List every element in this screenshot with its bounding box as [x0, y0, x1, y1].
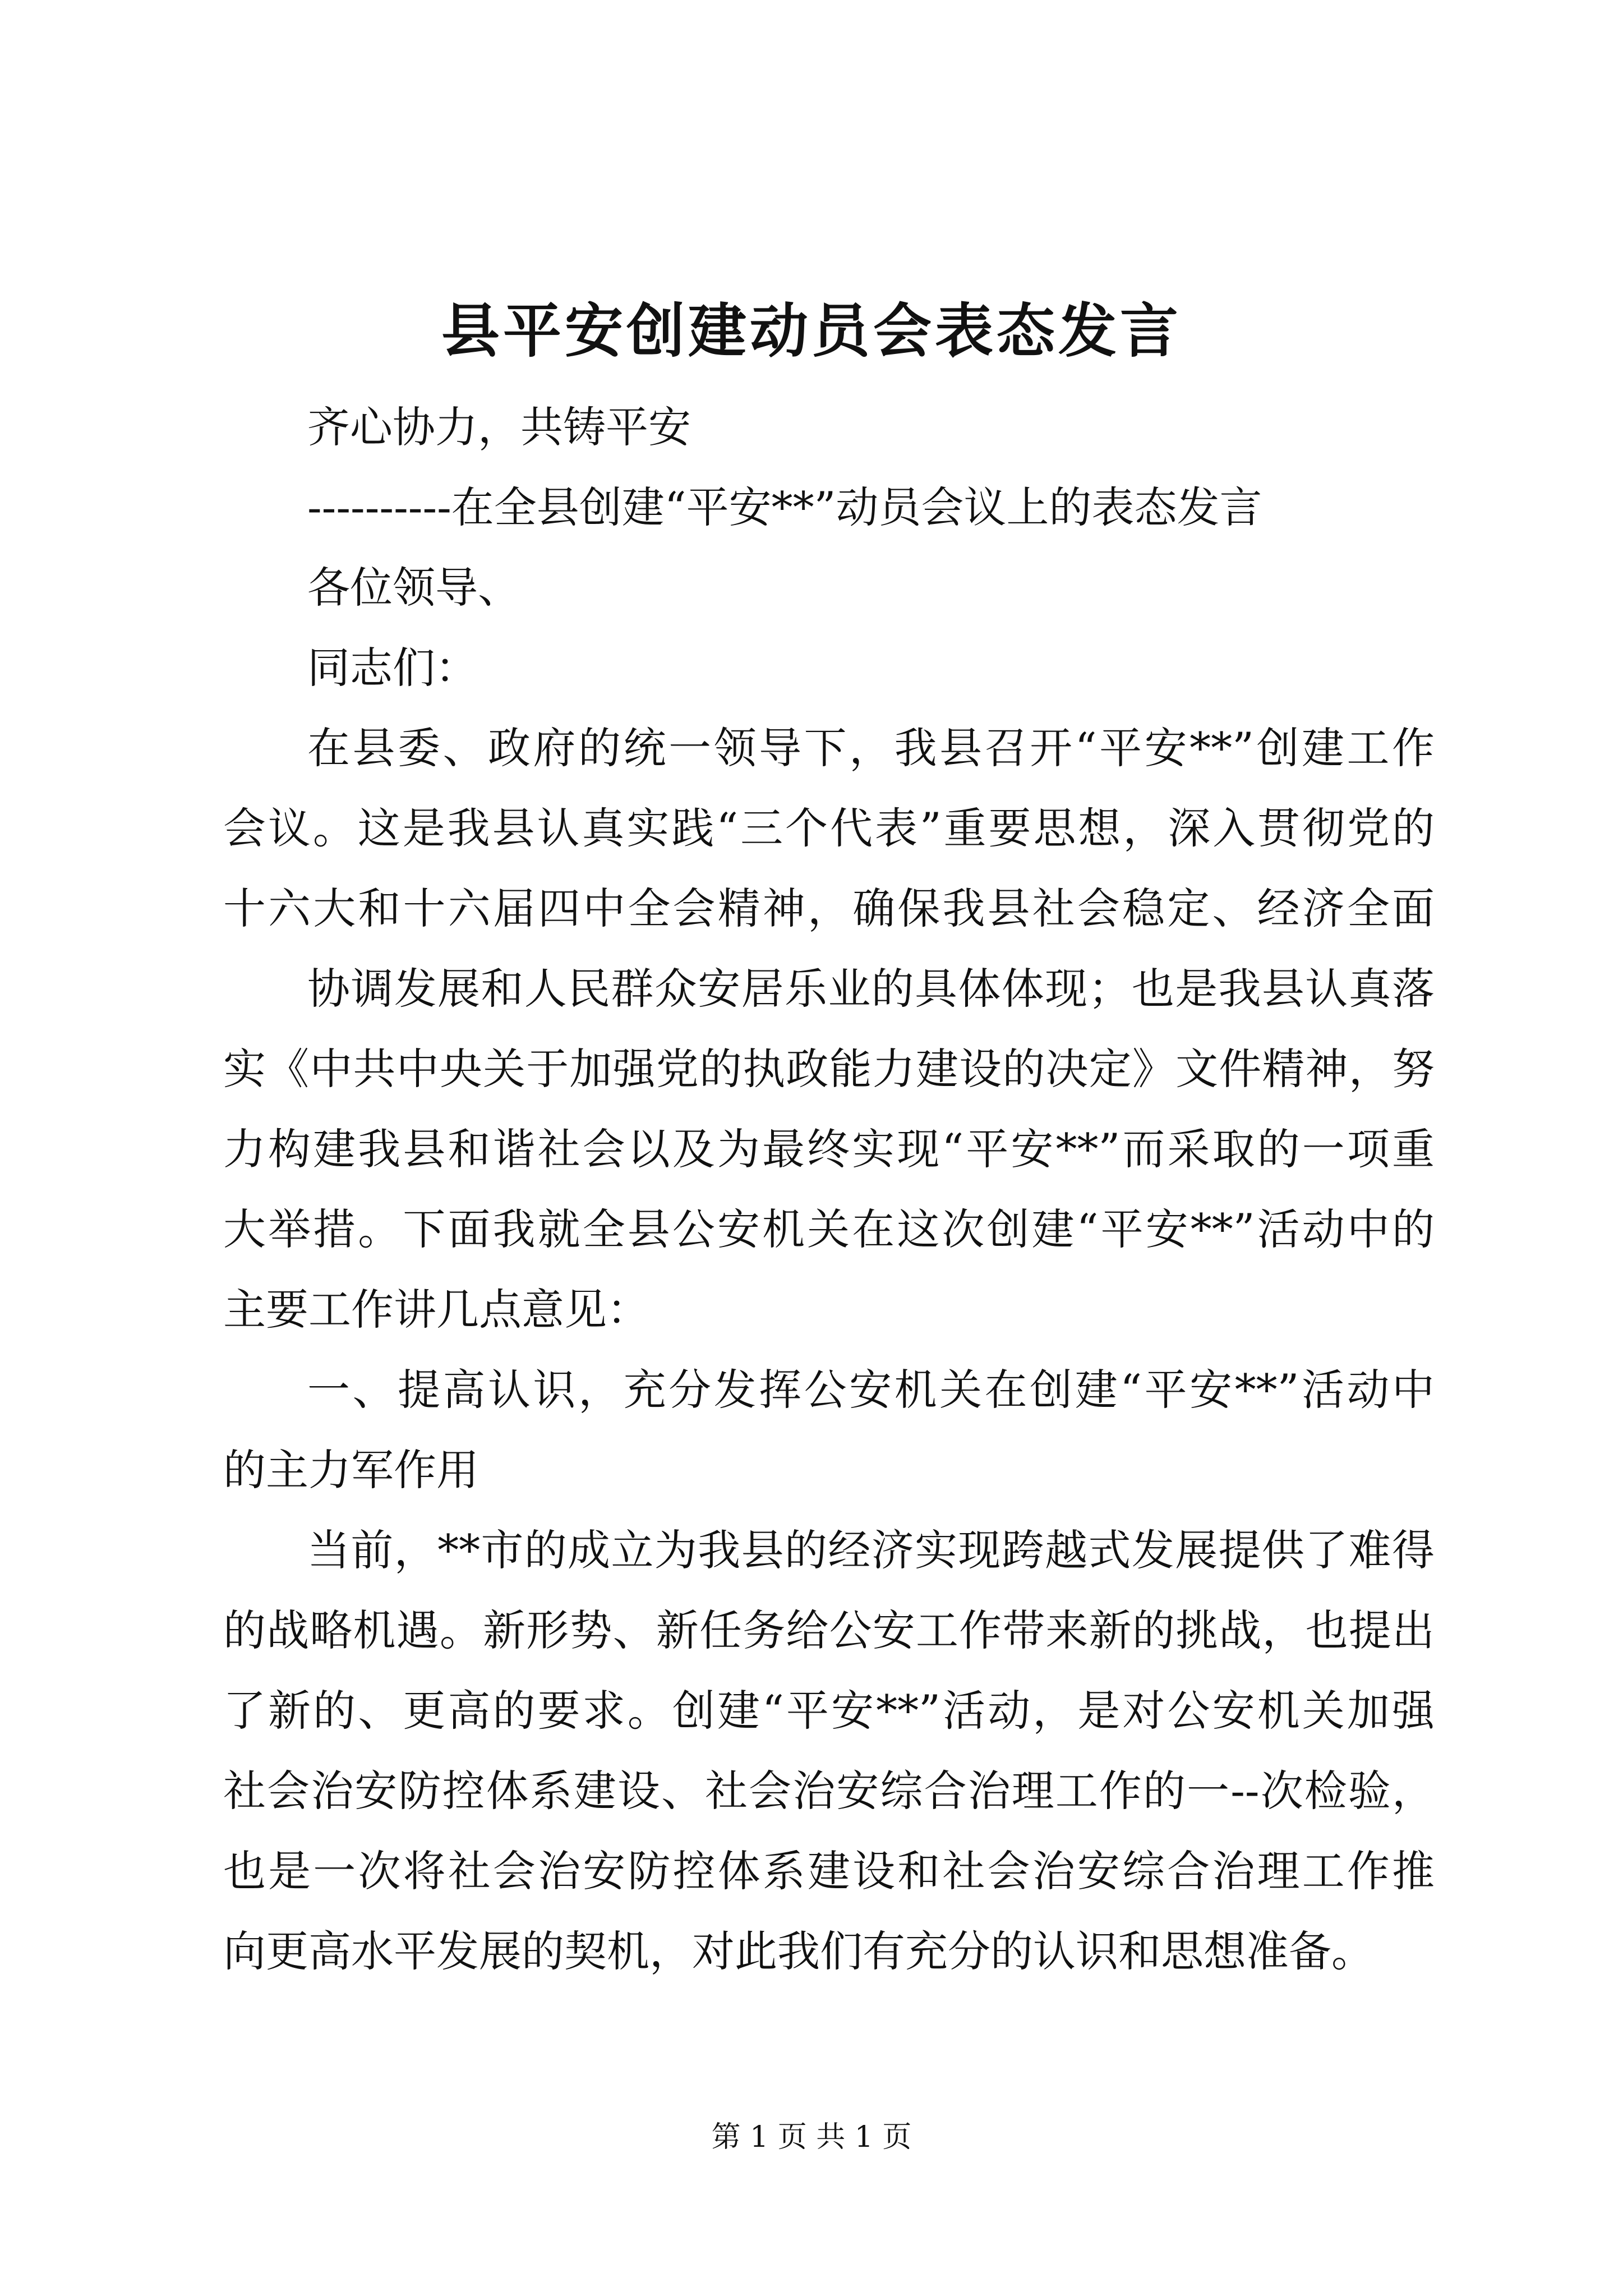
page-footer: 第 1 页 共 1 页: [711, 2120, 912, 2154]
salutation-line: 各位领导、: [307, 563, 520, 613]
subtitle-line: 齐心协力，共铸平安: [307, 402, 691, 452]
paragraph-line: 了新的、更高的要求。创建“平安**”活动，是对公安机关加强: [223, 1686, 1435, 1736]
paragraph-line: 在县委、政府的统一领导下，我县召开“平安**”创建工作: [307, 723, 1435, 773]
paragraph-line: 大举措。下面我就全县公安机关在这次创建“平安**”活动中的: [223, 1204, 1435, 1254]
paragraph-line: 主要工作讲几点意见：: [223, 1285, 649, 1335]
subtitle-dash-line: ----------在全县创建“平安**”动员会议上的表态发言: [307, 482, 1262, 532]
paragraph-line: 的战略机遇。新形势、新任务给公安工作带来新的挑战，也提出: [223, 1605, 1435, 1655]
paragraph-line: 向更高水平发展的契机，对此我们有充分的认识和思想准备。: [223, 1926, 1374, 1976]
section-heading-line: 的主力军作用: [223, 1445, 479, 1495]
salutation-line: 同志们：: [307, 643, 478, 693]
paragraph-line: 当前，**市的成立为我县的经济实现跨越式发展提供了难得: [307, 1525, 1435, 1575]
document-body: [223, 387, 1435, 1991]
paragraph-line: 力构建我县和谐社会以及为最终实现“平安**”而采取的一项重: [223, 1124, 1435, 1174]
section-heading-line: 一、提高认识，充分发挥公安机关在创建“平安**”活动中: [307, 1365, 1435, 1415]
paragraph-line: 十六大和十六届四中全会精神，确保我县社会稳定、经济全面: [223, 884, 1435, 933]
paragraph-line: 也是一次将社会治安防控体系建设和社会治安综合治理工作推: [223, 1846, 1435, 1896]
paragraph-line: 实《中共中央关于加强党的执政能力建设的决定》文件精神，努: [223, 1044, 1435, 1094]
document-title: 县平安创建动员会表态发言: [441, 296, 1182, 365]
paragraph-line: 协调发展和人民群众安居乐业的具体体现；也是我县认真落: [307, 964, 1435, 1014]
paragraph-line: 社会治安防控体系建设、社会治安综合治理工作的一--次检验，: [223, 1766, 1435, 1816]
paragraph-line: 会议。这是我县认真实践“三个代表”重要思想，深入贯彻党的: [223, 803, 1435, 853]
